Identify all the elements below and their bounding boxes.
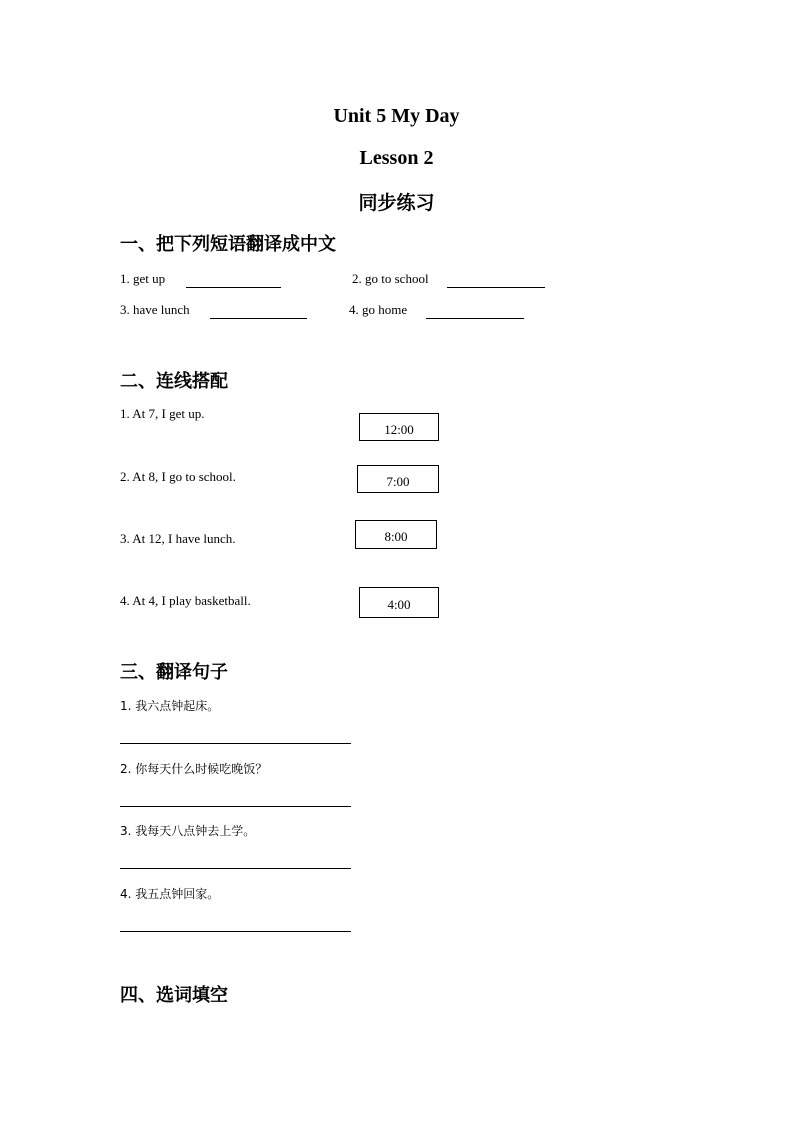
section-2-heading: 二、连线搭配: [120, 371, 228, 392]
unit-title: Unit 5 My Day: [333, 105, 460, 127]
time-box[interactable]: 4:00: [359, 587, 439, 618]
answer-blank[interactable]: [426, 304, 524, 319]
answer-blank[interactable]: [447, 273, 545, 288]
exercise-subtitle: 同步练习: [358, 192, 435, 214]
lesson-title: Lesson 2: [359, 147, 434, 169]
answer-blank[interactable]: [186, 273, 281, 288]
phrase-item: [352, 271, 429, 287]
phrase-label: 4. go home: [349, 302, 408, 317]
section-4-heading: 四、选词填空: [120, 985, 228, 1006]
translate-item: 3. 我每天八点钟去上学。: [120, 824, 256, 838]
translate-item: 4. 我五点钟回家。: [120, 887, 220, 901]
answer-line[interactable]: [120, 743, 351, 744]
answer-blank[interactable]: [210, 304, 307, 319]
phrase-label: 2. go to school: [352, 271, 429, 286]
answer-line[interactable]: [120, 868, 351, 869]
time-box[interactable]: 8:00: [355, 520, 437, 549]
phrase-label: 1. get up: [120, 271, 166, 286]
match-sentence: 4. At 4, I play basketball.: [120, 593, 251, 608]
section-3-heading: 三、翻译句子: [120, 662, 228, 683]
translate-item: 2. 你每天什么时候吃晚饭？: [120, 762, 268, 776]
match-sentence: 2. At 8, I go to school.: [120, 469, 236, 484]
time-box[interactable]: 12:00: [359, 413, 439, 441]
time-box[interactable]: 7:00: [357, 465, 439, 493]
section-1-heading: 一、把下列短语翻译成中文: [120, 234, 336, 255]
phrase-item: [120, 271, 165, 287]
translate-item: 1. 我六点钟起床。: [120, 699, 220, 713]
match-sentence: 1. At 7, I get up.: [120, 406, 205, 421]
answer-line[interactable]: [120, 806, 351, 807]
phrase-item: [349, 302, 407, 318]
phrase-item: [120, 302, 190, 318]
phrase-label: 3. have lunch: [120, 302, 190, 317]
match-sentence: 3. At 12, I have lunch.: [120, 531, 236, 546]
answer-line[interactable]: [120, 931, 351, 932]
